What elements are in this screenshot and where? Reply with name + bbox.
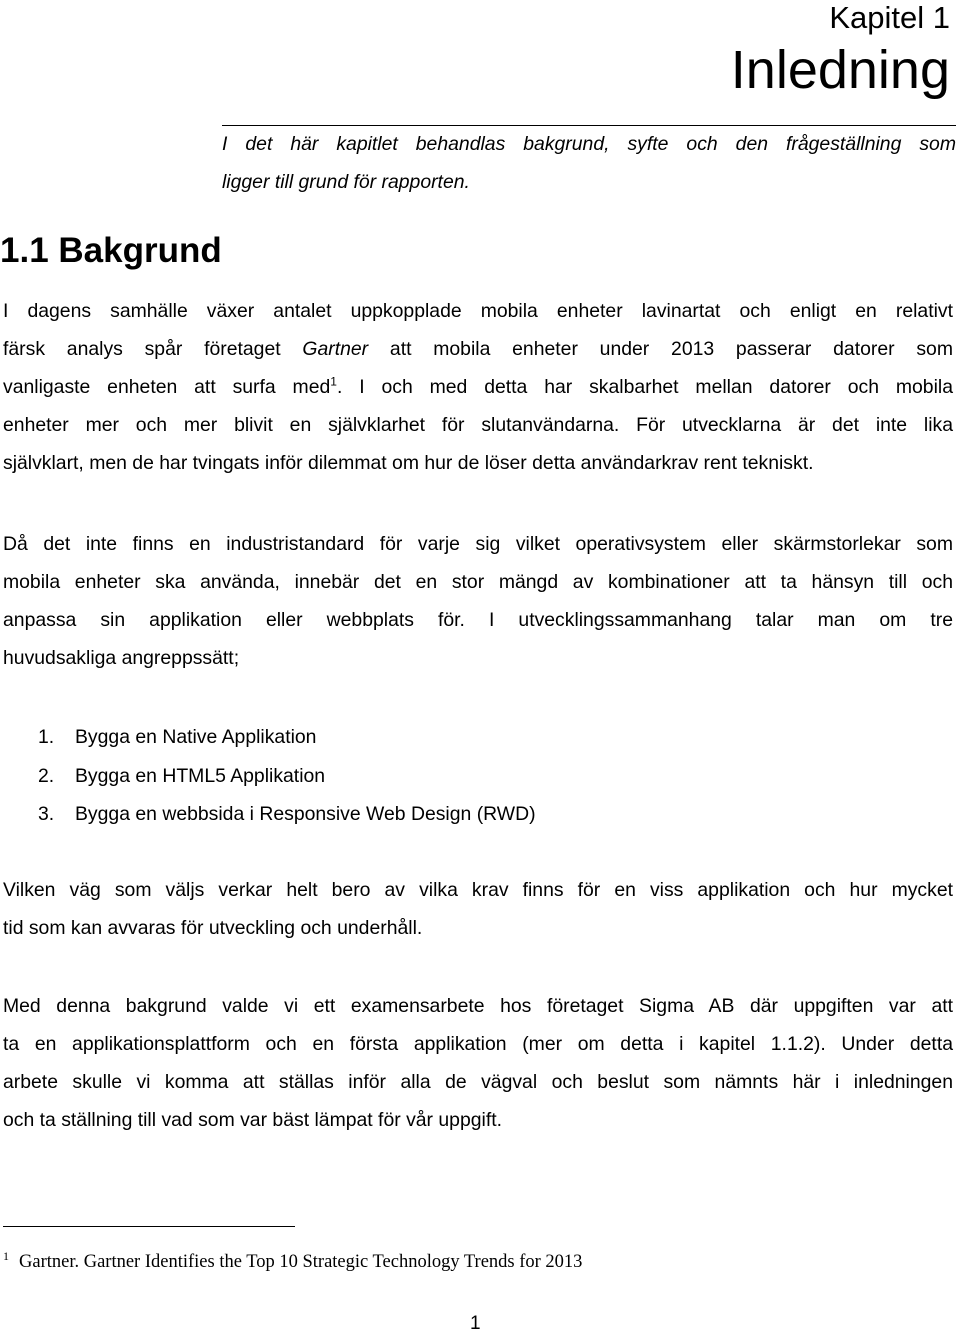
approach-list — [38, 718, 536, 834]
paragraph-line: huvudsakliga angreppssätt; — [3, 647, 240, 669]
chapter-label: Kapitel 1 — [829, 0, 950, 35]
paragraph-line: arbete skulle vi komma att ställas inför alla de vägval och beslut som nämnts här i inledningen — [3, 1071, 953, 1093]
paragraph-line: mobila enheter ska använda, innebär det en stor mängd av kombinationer att ta hänsyn till och — [3, 571, 953, 593]
list-item-text: Bygga en HTML5 Applikation — [75, 764, 326, 787]
text-run: vanligaste enheten att surfa med — [3, 376, 331, 398]
paragraph-line: och ta ställning till vad som var bäst lämpat för vår uppgift. — [3, 1109, 503, 1131]
paragraph-line: anpassa sin applikation eller webbplats för. I utvecklingssammanhang talar man om tre — [3, 609, 953, 631]
paragraph-4 — [3, 987, 953, 1139]
paragraph-line: Vilken väg som väljs verkar helt bero av vilka krav finns för en viss applikation och hur mycket — [3, 879, 953, 901]
footnote-reference[interactable]: 1 — [330, 374, 337, 389]
paragraph-line — [3, 330, 953, 368]
paragraph-line: I dagens samhälle växer antalet uppkopplade mobila enheter lavinartat och enligt en relativt — [3, 300, 953, 322]
text-run: att mobila enheter under 2013 passerar datorer som — [368, 338, 953, 360]
footnote-text: Gartner. Gartner Identifies the Top 10 Strategic Technology Trends for 2013 — [19, 1252, 583, 1272]
list-item-text: Bygga en Native Applikation — [75, 726, 317, 748]
text-run: färsk analys spår företaget — [3, 338, 303, 360]
section-heading: 1.1 Bakgrund — [0, 231, 222, 270]
chapter-title: Inledning — [730, 40, 950, 100]
paragraph-line: självklart, men de har tvingats inför dilemmat om hur de löser detta användarkrav rent tekniskt. — [3, 452, 814, 474]
paragraph-1 — [3, 292, 953, 482]
list-item-number: 1. — [38, 726, 55, 748]
page-number: 1 — [470, 1313, 481, 1334]
footnote — [3, 1248, 582, 1276]
paragraph-line: enheter mer och mer blivit en självklarhet för slutanvändarna. För utvecklarna är det inte lika — [3, 414, 953, 436]
list-item-number: 3. — [38, 803, 55, 825]
footnote-divider — [3, 1226, 295, 1227]
text-run: . I och med detta har skalbarhet mellan datorer och mobila — [336, 376, 953, 398]
paragraph-line: Med denna bakgrund valde vi ett examensarbete hos företaget Sigma AB där uppgiften var att — [3, 995, 953, 1017]
list-item — [38, 795, 536, 834]
paragraph-line: Då det inte finns en industristandard för varje sig vilket operativsystem eller skärmstorlekar som — [3, 533, 953, 555]
chapter-intro-line: ligger till grund för rapporten. — [222, 171, 470, 193]
paragraph-2 — [3, 525, 953, 677]
list-item-text: Bygga en webbsida i Responsive Web Design (RWD) — [75, 803, 536, 825]
chapter-intro-line: I det här kapitlet behandlas bakgrund, syfte och den frågeställning som — [222, 133, 956, 155]
list-item — [38, 757, 536, 796]
paragraph-3 — [3, 871, 953, 947]
list-item — [38, 718, 536, 757]
company-name: Gartner — [302, 338, 369, 360]
chapter-intro — [222, 125, 956, 201]
footnote-marker: 1 — [3, 1248, 9, 1263]
paragraph-line — [3, 368, 953, 406]
paragraph-line: tid som kan avvaras för utveckling och underhåll. — [3, 917, 423, 939]
list-item-number: 2. — [38, 764, 55, 787]
paragraph-line: ta en applikationsplattform och en första applikation (mer om detta i kapitel 1.1.2). Under detta — [3, 1033, 953, 1055]
